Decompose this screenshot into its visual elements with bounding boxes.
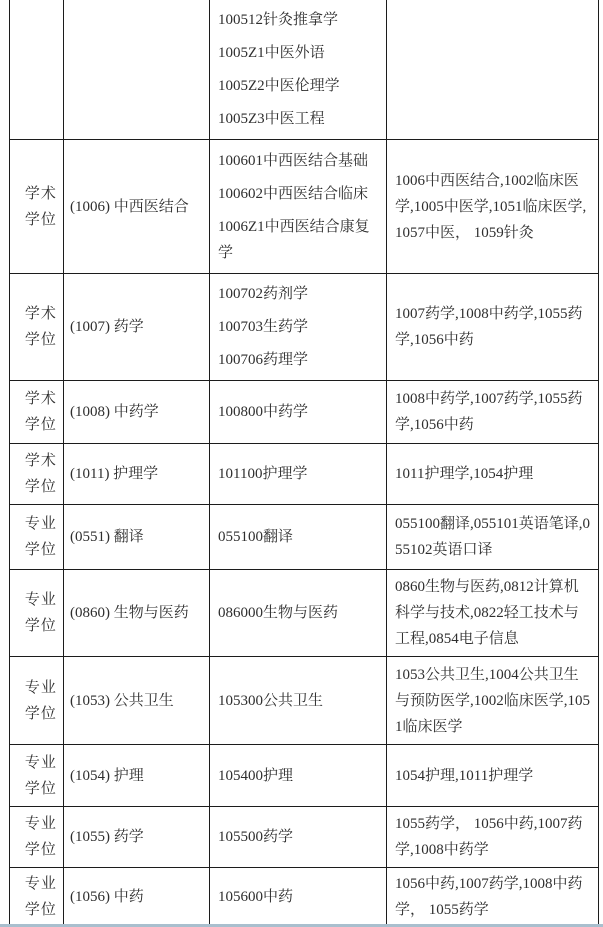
category-cell bbox=[64, 570, 210, 657]
degree-type-cell bbox=[10, 868, 64, 927]
related-label: 055100翻译,055101英语笔译,055102英语口译 bbox=[395, 516, 591, 558]
category-cell bbox=[64, 807, 210, 868]
category-cell bbox=[64, 444, 210, 505]
degree-type-label: 学术学位 bbox=[24, 453, 57, 495]
major-item: 105500药学 bbox=[218, 829, 294, 845]
degree-type-cell bbox=[10, 745, 64, 807]
related-cell bbox=[387, 505, 599, 570]
category-cell bbox=[64, 381, 210, 444]
table-row bbox=[10, 505, 599, 570]
majors-cell bbox=[210, 570, 387, 657]
major-item: 1005Z1中医外语 bbox=[218, 45, 325, 61]
majors-cell bbox=[210, 444, 387, 505]
related-label: 1011护理学,1054护理 bbox=[395, 466, 534, 482]
category-label: (1008) 中药学 bbox=[70, 404, 159, 420]
related-label: 1056中药,1007药学,1008中药学， 1055药学 bbox=[395, 876, 583, 918]
major-item: 055100翻译 bbox=[218, 529, 294, 545]
related-cell bbox=[387, 381, 599, 444]
majors-cell bbox=[210, 745, 387, 807]
related-cell bbox=[387, 807, 599, 868]
table-row bbox=[10, 570, 599, 657]
category-label: (0860) 生物与医药 bbox=[70, 605, 189, 621]
degree-type-cell bbox=[10, 381, 64, 444]
degree-type-label: 学术学位 bbox=[24, 306, 57, 348]
major-item: 100702药剂学 bbox=[218, 286, 309, 302]
degree-type-label: 专业学位 bbox=[24, 816, 57, 858]
table-row bbox=[10, 868, 599, 927]
major-item: 100512针灸推拿学 bbox=[218, 12, 339, 28]
related-cell bbox=[387, 0, 599, 140]
related-label: 1054护理,1011护理学 bbox=[395, 767, 534, 784]
table-row bbox=[10, 745, 599, 807]
major-item: 1005Z2中医伦理学 bbox=[218, 78, 340, 94]
degree-type-cell bbox=[10, 140, 64, 274]
related-label: 0860生物与医药,0812计算机科学与技术,0822轻工技术与工程,0854电子信息 bbox=[395, 579, 579, 647]
related-label: 1055药学， 1056中药,1007药学,1008中药学 bbox=[395, 816, 583, 858]
major-item: 100706药理学 bbox=[218, 352, 309, 368]
table-row bbox=[10, 381, 599, 444]
category-cell bbox=[64, 0, 210, 140]
related-label: 1008中药学,1007药学,1055药学,1056中药 bbox=[395, 391, 583, 433]
degree-type-label: 专业学位 bbox=[24, 592, 57, 634]
category-cell bbox=[64, 274, 210, 381]
degree-type-label: 专业学位 bbox=[24, 876, 57, 918]
category-label: (1055) 药学 bbox=[70, 829, 144, 845]
major-item: 101100护理学 bbox=[218, 466, 308, 482]
major-item: 1006Z1中西医结合康复学 bbox=[218, 218, 370, 261]
related-label: 1053公共卫生,1004公共卫生与预防医学,1002临床医学,1051临床医学 bbox=[395, 666, 591, 735]
degree-type-cell bbox=[10, 570, 64, 657]
majors-cell bbox=[210, 505, 387, 570]
related-cell bbox=[387, 444, 599, 505]
major-item: 105600中药 bbox=[218, 889, 294, 905]
related-cell bbox=[387, 274, 599, 381]
degree-type-label: 学术学位 bbox=[24, 185, 57, 228]
major-item: 105300公共卫生 bbox=[218, 692, 324, 709]
category-cell bbox=[64, 140, 210, 274]
degree-type-label: 专业学位 bbox=[24, 754, 57, 797]
degree-type-label: 专业学位 bbox=[24, 679, 57, 722]
degree-programs-table bbox=[9, 0, 599, 927]
document-page bbox=[9, 0, 599, 927]
degree-type-cell bbox=[10, 444, 64, 505]
major-item: 1005Z3中医工程 bbox=[218, 111, 325, 127]
table-row bbox=[10, 807, 599, 868]
degree-type-label: 专业学位 bbox=[24, 516, 57, 558]
category-label: (1054) 护理 bbox=[70, 767, 144, 784]
category-label: (0551) 翻译 bbox=[70, 529, 144, 545]
major-item: 100602中西医结合临床 bbox=[218, 185, 369, 202]
table-row bbox=[10, 657, 599, 745]
major-item: 105400护理 bbox=[218, 767, 294, 784]
majors-cell bbox=[210, 274, 387, 381]
majors-cell bbox=[210, 657, 387, 745]
degree-type-cell bbox=[10, 807, 64, 868]
category-label: (1053) 公共卫生 bbox=[70, 692, 174, 709]
majors-cell bbox=[210, 868, 387, 927]
related-cell bbox=[387, 657, 599, 745]
majors-cell bbox=[210, 807, 387, 868]
category-cell bbox=[64, 868, 210, 927]
degree-type-cell bbox=[10, 505, 64, 570]
majors-cell bbox=[210, 381, 387, 444]
major-item: 100601中西医结合基础 bbox=[218, 152, 369, 169]
degree-type-cell bbox=[10, 274, 64, 381]
category-label: (1056) 中药 bbox=[70, 889, 144, 905]
related-cell bbox=[387, 868, 599, 927]
table-row bbox=[10, 444, 599, 505]
related-cell bbox=[387, 140, 599, 274]
table-row bbox=[10, 0, 599, 140]
related-label: 1007药学,1008中药学,1055药学,1056中药 bbox=[395, 306, 583, 348]
majors-cell bbox=[210, 0, 387, 140]
category-label: (1006) 中西医结合 bbox=[70, 198, 189, 215]
category-label: (1011) 护理学 bbox=[70, 466, 159, 482]
related-cell bbox=[387, 745, 599, 807]
major-item: 100800中药学 bbox=[218, 404, 309, 420]
table-row bbox=[10, 274, 599, 381]
related-label: 1006中西医结合,1002临床医学,1005中医学,1051临床医学,1057中医， 1059针灸 bbox=[395, 172, 587, 241]
category-label: (1007) 药学 bbox=[70, 319, 144, 335]
major-item: 086000生物与医药 bbox=[218, 605, 339, 621]
table-row bbox=[10, 140, 599, 274]
category-cell bbox=[64, 505, 210, 570]
majors-cell bbox=[210, 140, 387, 274]
degree-type-cell bbox=[10, 657, 64, 745]
related-cell bbox=[387, 570, 599, 657]
degree-type-cell bbox=[10, 0, 64, 140]
category-cell bbox=[64, 657, 210, 745]
major-item: 100703生药学 bbox=[218, 319, 309, 335]
degree-type-label: 学术学位 bbox=[24, 391, 57, 433]
category-cell bbox=[64, 745, 210, 807]
